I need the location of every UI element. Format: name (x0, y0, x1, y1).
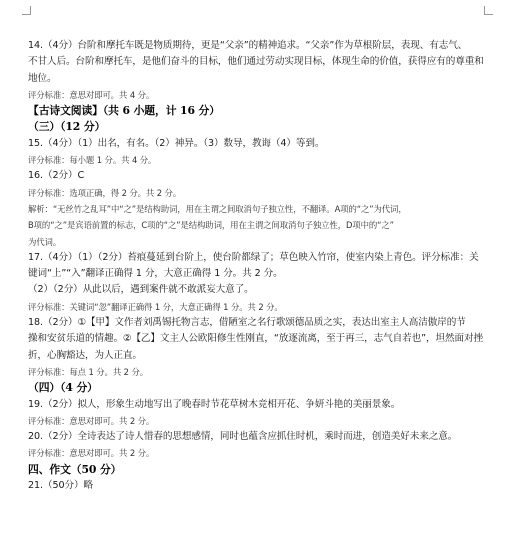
section-heading: 【古诗文阅读】（共 6 小题，计 16 分） (28, 104, 220, 118)
scoring-note-line: 评分标准：意思对即可。共 4 分。 (28, 89, 155, 100)
scoring-note-line: 评分标准：关键词“忽”翻译正确得 1 分，大意正确得 1 分。共 2 分。 (28, 301, 283, 312)
answer-line: 操和安贫乐道的情趣。②【乙】文主人公欧阳修生性刚直，“放逐流离，至于再三，志气自若也”，坦然面对挫 (28, 333, 483, 345)
section-heading: （四）（4 分） (28, 381, 98, 395)
answer-line: 17.（4分）（1）（2分）苔痕蔓延到台阶上，使台阶都绿了；草色映入竹帘，使室内染上青色。评分标准：关 (28, 251, 479, 263)
answer-line: 15.（4分）（1）出名，有名。（2）神异。（3）数导，教诲（4）等到。 (28, 137, 325, 149)
answer-line: 19.（2分）拟人，形象生动地写出了晚春时节花草树木竞相开花、争妍斗艳的美丽景象。 (28, 398, 401, 410)
answer-line: 18.（2分）①【甲】文作者刘禹锡托物言志，借陋室之名行歌颂德品质之实，表达出室主人高洁傲岸的节 (28, 317, 466, 329)
scoring-note-line: B项的“之”是宾语前置的标志，C项的“之”是结构助词，用在主谓之间取消句子独立性，D项中的“之” (28, 220, 394, 231)
answer-line: 16.（2分）C (28, 170, 85, 182)
scoring-note-line: 为代词。 (28, 236, 62, 247)
answer-line: 不甘人后。台阶和摩托车，是他们奋斗的目标，他们通过劳动实现目标，体现生命的价值，获得应有的尊重和 (28, 56, 484, 68)
scoring-note-line: 评分标准：每点 1 分。共 2 分。 (28, 366, 149, 377)
crop-mark-top-right (484, 6, 493, 15)
scoring-note-line: 评分标准：选项正确，得 2 分。共 2 分。 (28, 187, 182, 198)
section-heading: （三）（12 分） (28, 120, 106, 134)
answer-line: 21.（50分）略 (28, 480, 93, 492)
answer-line: （2）（2分）从此以后，遇到案件就不敢派妄大意了。 (28, 284, 254, 296)
answer-line: 键词“上”“入”翻译正确得 1 分，大意正确得 1 分。共 2 分。 (28, 268, 283, 280)
answer-line: 折，心胸豁达，为人正直。 (28, 349, 142, 361)
answer-line: 地位。 (28, 72, 57, 84)
answer-line: 20.（2分）全诗表达了诗人惜春的思想感情，同时也蕴含应抓住时机，乘时而进，创造美好未来之意。 (28, 431, 458, 443)
scoring-note-line: 评分标准：意思对即可。共 2 分。 (28, 415, 155, 426)
scoring-note-line: 解析：“无丝竹之乱耳”中“之”是结构助词，用在主谓之间取消句子独立性，不翻译。A项的“之”为代词， (28, 203, 407, 214)
answer-document (28, 38, 498, 494)
answer-line: 14.（4分）台阶和摩托车既是物质期待，更是“父亲”的精神追求。“父亲”作为草根阶层，表现、有志气、 (28, 40, 468, 51)
section-heading: 四、作文（50 分） (28, 462, 122, 476)
scoring-note-line: 评分标准：意思对即可。共 2 分。 (28, 448, 155, 459)
crop-mark-top-left (22, 6, 31, 15)
scoring-note-line: 评分标准：每小题 1 分。共 4 分。 (28, 155, 157, 166)
